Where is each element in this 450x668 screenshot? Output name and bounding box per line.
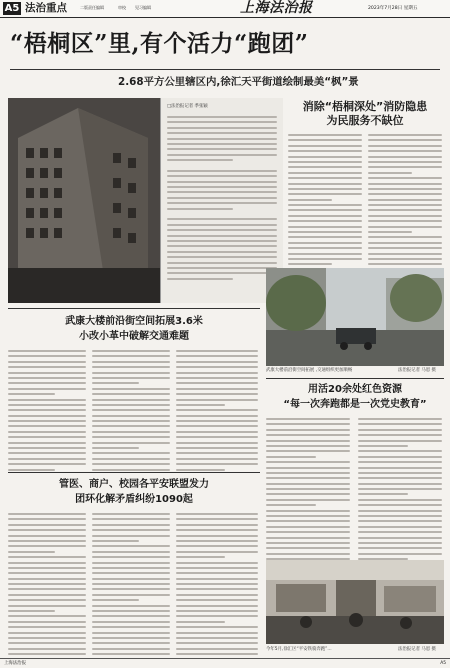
page-footer [0,658,450,668]
main-headline: “梧桐区”里,有个活力“跑团” [10,30,309,57]
section3-title-line1: 用活20余处红色资源 [308,384,402,395]
lead-text [167,116,277,283]
section3-rule [266,378,444,379]
section4-text-col1 [8,513,86,659]
newspaper-logo: 上海法治报 [240,0,313,16]
headline-rule [10,69,440,70]
lead-box [160,98,283,303]
sub-headline: 2.68平方公里辖区内,徐汇天平街道绘制最美“枫”景 [118,76,359,88]
section1-title-line1: 消除“梧桐深处”消防隐患 [302,100,428,113]
street-photo-caption: 武康大楼前沿街空间拓展 ,交通组织更加顺畅 [266,368,353,373]
building-photo [8,98,160,303]
lead-byline: □法治报记者 季张颖 [167,104,208,109]
section1-text-col2 [368,134,442,290]
footer-right: A5 [440,661,446,666]
section-title: 法治重点 [25,2,67,14]
section4-text-col3 [176,513,258,659]
footer-left: 上海法治报 [4,661,26,666]
issue-date: 2023年7月28日 星期五 [368,6,418,11]
street-illustration [266,268,444,366]
section4-text-col2 [92,513,170,659]
street-photo-credit: 法治报记者 马恩 摄 [398,368,436,373]
section4-title-line1: 管医、商户、校园各平安联盟发力 [59,479,209,490]
section2-title-line2: 小改小革中破解交通难题 [79,331,189,342]
section1-title-line2: 为民服务不缺位 [326,114,404,127]
section2-text-col1 [8,350,86,474]
market-photo-caption: 今年5月,徐汇区“平安铁骑奔跑”... [266,647,332,652]
market-illustration [266,560,444,644]
market-photo [266,560,444,644]
section2-rule [8,308,260,309]
section4-title-line2: 团环化解矛盾纠纷1090起 [75,494,193,505]
section3-title-line2: “每一次奔跑都是一次党史教育” [283,399,427,410]
section2-title-line1: 武康大楼前沿街空间拓展3.6米 [65,316,203,327]
proofreader-label: 见习编辑 [135,5,151,10]
editor-label: 二版责任编辑 [80,5,104,10]
page-number: A5 [4,3,20,14]
section1-text-col1 [288,134,362,290]
section2-text-col3 [176,350,258,474]
section2-text-col2 [92,350,170,474]
reviewer-label: 审校 [118,5,126,10]
market-photo-credit: 法治报记者 马恩 摄 [398,647,436,652]
section4-rule [8,472,260,473]
building-illustration [8,98,160,303]
street-photo [266,268,444,366]
